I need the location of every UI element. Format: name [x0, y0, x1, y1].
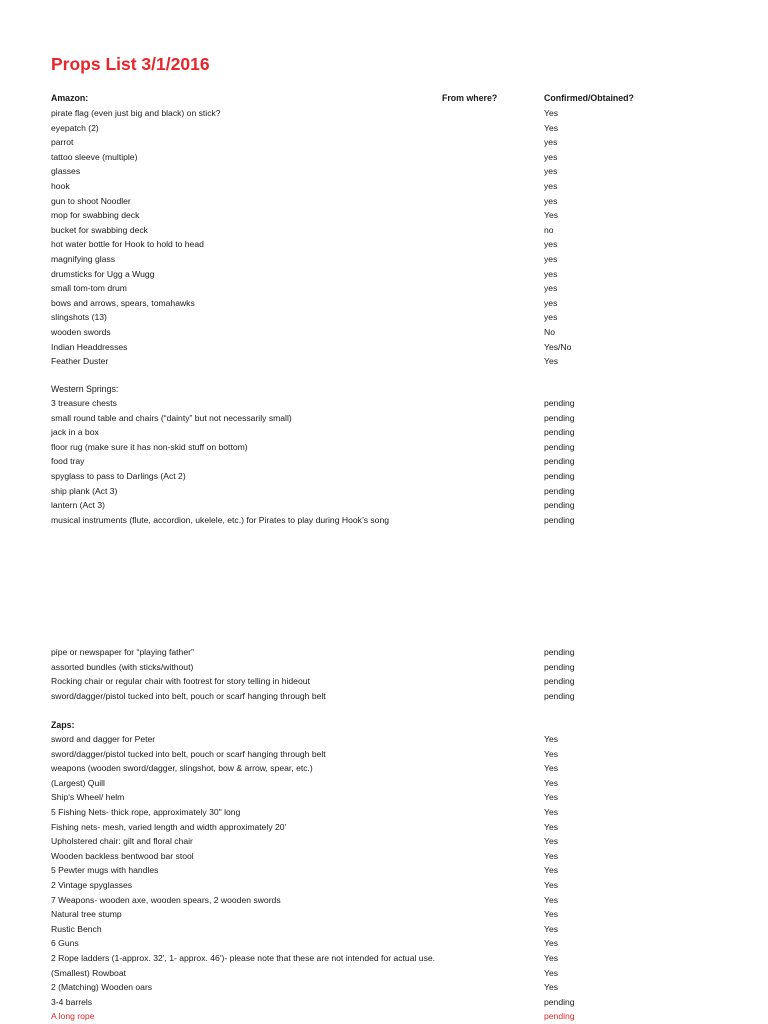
- item-status: yes: [544, 166, 558, 177]
- item-name: magnifying glass: [51, 254, 116, 264]
- list-item: [0, 747, 768, 761]
- item-status: yes: [544, 254, 558, 264]
- item-name: food tray: [51, 456, 85, 467]
- list-item: [0, 106, 768, 120]
- item-status: pending: [544, 471, 575, 481]
- item-name: tattoo sleeve (multiple): [51, 151, 138, 162]
- item-status: Yes: [544, 734, 559, 744]
- item-name: hook: [51, 181, 70, 191]
- item-name: Natural tree stump: [51, 909, 122, 920]
- item-name: pipe or newspaper for “playing father”: [51, 647, 194, 657]
- list-item: [0, 878, 768, 892]
- item-name: (Largest) Quill: [51, 777, 105, 788]
- list-item: [0, 164, 768, 178]
- list-item: [0, 995, 768, 1009]
- item-status: pending: [544, 441, 575, 452]
- item-name: glasses: [51, 166, 81, 177]
- item-name: 5 Pewter mugs with handles: [51, 865, 159, 876]
- list-item: [0, 440, 768, 454]
- list-item: [0, 776, 768, 790]
- item-status: Yes: [544, 865, 559, 876]
- item-status: Yes: [544, 982, 559, 993]
- list-item: [0, 325, 768, 339]
- item-status: Yes: [544, 807, 559, 817]
- item-name: bucket for swabbing deck: [51, 224, 148, 235]
- list-item: [0, 237, 768, 251]
- item-name: Ship's Wheel/ helm: [51, 792, 125, 803]
- list-item: [0, 761, 768, 775]
- list-item: [0, 893, 768, 907]
- item-name: sword and dagger for Peter: [51, 734, 156, 744]
- item-name: Indian Headdresses: [51, 341, 128, 352]
- item-name: sword/dagger/pistol tucked into belt, pouch or scarf hanging through belt: [51, 748, 326, 759]
- item-name: parrot: [51, 137, 74, 148]
- section-zaps: Zaps:: [51, 720, 75, 730]
- item-name: Fishing nets- mesh, varied length and width approximately 20': [51, 821, 287, 832]
- item-name: 2 Vintage spyglasses: [51, 880, 133, 890]
- list-item: [0, 674, 768, 688]
- item-status: yes: [544, 151, 558, 162]
- item-name: bows and arrows, spears, tomahawks: [51, 297, 195, 308]
- item-name: eyepatch (2): [51, 122, 99, 133]
- item-name: wooden swords: [51, 327, 111, 337]
- item-name: 2 Rope ladders (1-approx. 32', 1- approx. 46')- please note that these are not intended for actual use.: [51, 953, 436, 963]
- item-name: 2 (Matching) Wooden oars: [51, 982, 153, 993]
- list-item: [0, 1009, 768, 1023]
- item-name: Feather Duster: [51, 356, 109, 367]
- item-status: pending: [544, 676, 575, 687]
- list-item: [0, 354, 768, 368]
- item-status: Yes: [544, 836, 559, 847]
- item-name: A long rope: [51, 1011, 95, 1022]
- list-item: [0, 425, 768, 439]
- list-item: [0, 660, 768, 674]
- item-status: yes: [544, 283, 558, 294]
- item-name: (Smallest) Rowboat: [51, 967, 126, 978]
- list-item: [0, 645, 768, 659]
- item-name: small tom-tom drum: [51, 283, 127, 294]
- item-status: Yes: [544, 967, 559, 978]
- item-status: pending: [544, 514, 575, 525]
- item-name: 3-4 barrels: [51, 996, 93, 1007]
- item-status: pending: [544, 398, 575, 408]
- list-item: [0, 805, 768, 819]
- item-status: pending: [544, 412, 575, 423]
- item-name: assorted bundles (with sticks/without): [51, 661, 194, 672]
- item-status: Yes/No: [544, 341, 572, 352]
- item-status: yes: [544, 181, 558, 191]
- item-name: pirate flag (even just big and black) on stick?: [51, 108, 221, 118]
- list-item: [0, 951, 768, 965]
- item-name: ship plank (Act 3): [51, 485, 118, 496]
- page-title: Props List 3/1/2016: [51, 54, 210, 74]
- list-item: [0, 863, 768, 877]
- list-item: [0, 296, 768, 310]
- list-item: [0, 194, 768, 208]
- list-item: [0, 340, 768, 354]
- list-item: [0, 469, 768, 483]
- header-from-where: From where?: [442, 93, 498, 103]
- item-name: jack in a box: [51, 427, 99, 438]
- item-status: Yes: [544, 777, 559, 788]
- item-name: lantern (Act 3): [51, 500, 105, 511]
- item-status: Yes: [544, 850, 559, 861]
- list-item: [0, 267, 768, 281]
- item-name: mop for swabbing deck: [51, 210, 140, 221]
- item-status: pending: [544, 661, 575, 672]
- item-status: Yes: [544, 122, 559, 133]
- item-status: yes: [544, 137, 558, 148]
- list-item: [0, 121, 768, 135]
- item-status: Yes: [544, 763, 559, 774]
- item-status: Yes: [544, 953, 559, 963]
- list-item: [0, 513, 768, 527]
- header-amazon: Amazon:: [51, 93, 89, 103]
- item-name: hot water bottle for Hook to hold to head: [51, 239, 204, 250]
- item-name: musical instruments (flute, accordion, ukelele, etc.) for Pirates to play during Hook’s song: [51, 514, 390, 525]
- list-item: [0, 310, 768, 324]
- item-name: 6 Guns: [51, 938, 79, 949]
- list-item: [0, 208, 768, 222]
- item-name: spyglass to pass to Darlings (Act 2): [51, 471, 186, 481]
- item-status: Yes: [544, 923, 559, 934]
- list-item: [0, 411, 768, 425]
- item-status: Yes: [544, 938, 559, 949]
- item-status: Yes: [544, 210, 559, 221]
- list-item: [0, 252, 768, 266]
- item-status: No: [544, 327, 555, 337]
- item-status: pending: [544, 427, 575, 438]
- list-item: [0, 150, 768, 164]
- item-name: small round table and chairs (“dainty” but not necessarily small): [51, 412, 292, 423]
- list-item: [0, 922, 768, 936]
- item-name: sword/dagger/pistol tucked into belt, pouch or scarf hanging through belt: [51, 690, 326, 701]
- item-status: pending: [544, 500, 575, 511]
- item-name: Upholstered chair: gilt and floral chair: [51, 836, 193, 847]
- list-item: [0, 454, 768, 468]
- item-status: yes: [544, 239, 558, 250]
- list-item: [0, 966, 768, 980]
- item-status: Yes: [544, 356, 559, 367]
- item-status: pending: [544, 996, 575, 1007]
- list-item: [0, 936, 768, 950]
- list-item: [0, 223, 768, 237]
- list-item: [0, 834, 768, 848]
- list-item: [0, 980, 768, 994]
- item-name: Wooden backless bentwood bar stool: [51, 850, 194, 861]
- item-name: floor rug (make sure it has non-skid stuff on bottom): [51, 441, 248, 452]
- list-item: [0, 790, 768, 804]
- item-status: Yes: [544, 748, 559, 759]
- item-status: yes: [544, 195, 558, 206]
- item-status: Yes: [544, 108, 559, 118]
- list-item: [0, 484, 768, 498]
- item-status: pending: [544, 456, 575, 467]
- item-name: 7 Weapons- wooden axe, wooden spears, 2 wooden swords: [51, 894, 281, 905]
- item-name: drumsticks for Ugg a Wugg: [51, 268, 155, 279]
- item-status: Yes: [544, 792, 559, 803]
- header-confirmed: Confirmed/Obtained?: [544, 93, 634, 103]
- item-name: Rustic Bench: [51, 923, 102, 934]
- list-item: [0, 396, 768, 410]
- item-status: yes: [544, 268, 558, 279]
- item-name: weapons (wooden sword/dagger, slingshot, bow & arrow, spear, etc.): [51, 763, 313, 774]
- item-status: pending: [544, 690, 575, 701]
- item-status: pending: [544, 1011, 575, 1022]
- item-name: 5 Fishing Nets- thick rope, approximately 30" long: [51, 807, 241, 817]
- list-item: [0, 732, 768, 746]
- list-item: [0, 281, 768, 295]
- item-status: no: [544, 224, 554, 235]
- section-western-springs: Western Springs:: [51, 384, 119, 394]
- item-name: gun to shoot Noodler: [51, 195, 131, 206]
- list-item: [0, 498, 768, 512]
- list-item: [0, 820, 768, 834]
- list-item: [0, 689, 768, 703]
- list-item: [0, 907, 768, 921]
- item-status: Yes: [544, 821, 559, 832]
- list-item: [0, 179, 768, 193]
- list-item: [0, 135, 768, 149]
- list-item: [0, 849, 768, 863]
- item-status: Yes: [544, 894, 559, 905]
- item-status: Yes: [544, 880, 559, 890]
- item-status: Yes: [544, 909, 559, 920]
- item-status: yes: [544, 297, 558, 308]
- item-name: 3 treasure chests: [51, 398, 117, 408]
- item-name: Rocking chair or regular chair with footrest for story telling in hideout: [51, 676, 310, 687]
- item-status: yes: [544, 312, 558, 323]
- item-status: pending: [544, 485, 575, 496]
- item-status: pending: [544, 647, 575, 657]
- item-name: slingshots (13): [51, 312, 107, 323]
